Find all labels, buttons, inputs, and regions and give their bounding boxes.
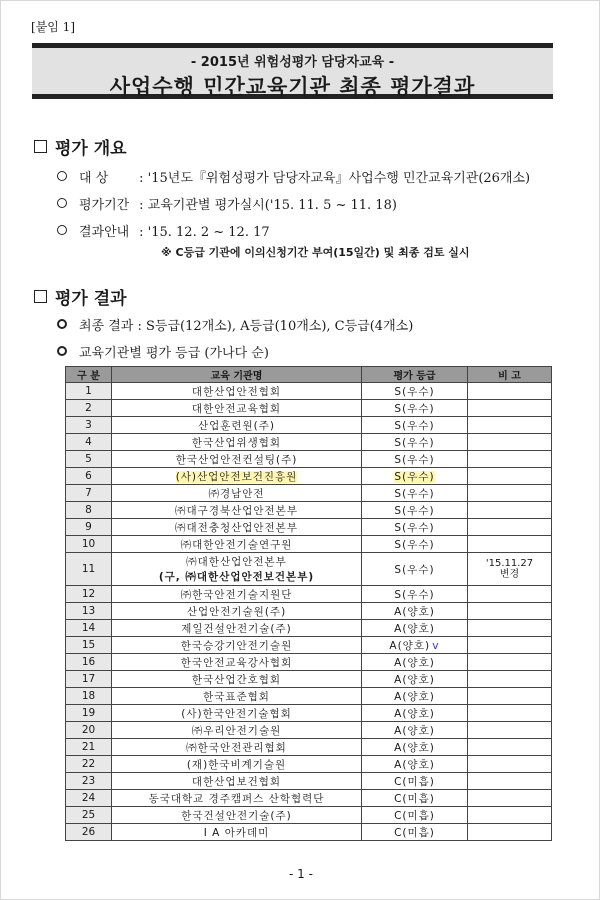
item-label: 평가기간 bbox=[79, 198, 130, 213]
grade-cell bbox=[362, 620, 468, 637]
grade-value: C(미흡) bbox=[394, 809, 435, 822]
row-number: 1 bbox=[66, 383, 112, 400]
row-number: 9 bbox=[66, 519, 112, 536]
grade-cell bbox=[362, 637, 468, 654]
circle-bullet-icon bbox=[57, 171, 67, 181]
grade-cell bbox=[362, 722, 468, 739]
remarks-cell bbox=[468, 824, 552, 841]
grade-value: A(양호) bbox=[394, 622, 435, 635]
institution-name bbox=[112, 485, 362, 502]
section-overview-heading bbox=[34, 134, 127, 159]
row-number: 21 bbox=[66, 739, 112, 756]
table-body bbox=[66, 383, 552, 841]
grade-value: A(양호) bbox=[389, 639, 431, 652]
circle-bullet-icon bbox=[57, 198, 67, 208]
remarks-text: 변경 bbox=[499, 569, 520, 580]
row-number: 13 bbox=[66, 603, 112, 620]
remarks-cell bbox=[468, 468, 552, 485]
table-row bbox=[66, 773, 552, 790]
table-row bbox=[66, 620, 552, 637]
row-number: 20 bbox=[66, 722, 112, 739]
remarks-cell bbox=[468, 722, 552, 739]
table-row bbox=[66, 553, 552, 586]
checkbox-square-icon bbox=[34, 290, 47, 303]
results-summary bbox=[57, 315, 413, 334]
remarks-cell bbox=[468, 620, 552, 637]
row-number: 4 bbox=[66, 434, 112, 451]
grade-cell bbox=[362, 671, 468, 688]
row-number: 8 bbox=[66, 502, 112, 519]
row-number: 17 bbox=[66, 671, 112, 688]
institution-name-text: 한국승강기안전기술원 bbox=[180, 639, 293, 652]
header-institution: 교육 기관명 bbox=[112, 367, 362, 383]
grade-value: S(우수) bbox=[394, 538, 435, 551]
institution-name-text: 동국대학교 경주캠퍼스 산학협력단 bbox=[148, 792, 325, 805]
row-number: 19 bbox=[66, 705, 112, 722]
banner-title: 사업수행 민간교육기관 최종 평가결과 bbox=[109, 75, 476, 99]
grade-value: A(양호) bbox=[394, 656, 435, 669]
results-table-caption bbox=[57, 342, 269, 361]
table-row bbox=[66, 671, 552, 688]
remarks-cell bbox=[468, 739, 552, 756]
institution-name bbox=[112, 790, 362, 807]
results-summary-text: 최종 결과 : S등급(12개소), A등급(10개소), C등급(4개소) bbox=[79, 319, 414, 334]
grade-value: S(우수) bbox=[394, 402, 435, 415]
institution-name bbox=[112, 400, 362, 417]
table-row bbox=[66, 654, 552, 671]
row-number: 11 bbox=[66, 553, 112, 586]
grade-cell bbox=[362, 400, 468, 417]
institution-name-text: ㈜경남안전 bbox=[208, 487, 265, 500]
item-label: 결과안내 bbox=[79, 225, 130, 240]
grade-cell bbox=[362, 451, 468, 468]
institution-name-text: 한국산업위생협회 bbox=[191, 436, 282, 449]
page-number: - 1 - bbox=[289, 867, 313, 881]
grade-cell bbox=[362, 603, 468, 620]
row-number: 10 bbox=[66, 536, 112, 553]
grade-value: S(우수) bbox=[394, 419, 435, 432]
institution-name-text: 한국표준협회 bbox=[203, 690, 270, 703]
grade-value: A(양호) bbox=[394, 673, 435, 686]
section-results-heading bbox=[34, 284, 127, 309]
grade-value: S(우수) bbox=[394, 436, 435, 449]
table-row bbox=[66, 383, 552, 400]
table-header-row bbox=[66, 367, 552, 383]
grade-cell bbox=[362, 553, 468, 586]
grade-cell bbox=[362, 688, 468, 705]
table-row bbox=[66, 400, 552, 417]
institution-name bbox=[112, 620, 362, 637]
table-row bbox=[66, 468, 552, 485]
attachment-label: [붙임 1] bbox=[31, 20, 75, 34]
grade-cell bbox=[362, 468, 468, 485]
grade-cell bbox=[362, 434, 468, 451]
table-row bbox=[66, 739, 552, 756]
institution-name-text: 대한산업보건협회 bbox=[191, 775, 282, 788]
institution-name bbox=[112, 739, 362, 756]
row-number: 22 bbox=[66, 756, 112, 773]
table-row bbox=[66, 722, 552, 739]
institution-name bbox=[112, 468, 362, 485]
grade-cell bbox=[362, 773, 468, 790]
table-row bbox=[66, 586, 552, 603]
institution-name bbox=[112, 434, 362, 451]
grade-value: S(우수) bbox=[394, 487, 435, 500]
remarks-cell bbox=[468, 400, 552, 417]
institution-former-name: (구, ㈜대한산업안전보건본부) bbox=[158, 571, 315, 583]
header-no: 구 분 bbox=[66, 367, 112, 383]
remarks-cell bbox=[468, 807, 552, 824]
table-row bbox=[66, 824, 552, 841]
institution-name-text: 한국건설안전기술(주) bbox=[181, 809, 292, 822]
bold-circle-bullet-icon bbox=[57, 346, 67, 356]
grade-cell bbox=[362, 536, 468, 553]
table-row bbox=[66, 637, 552, 654]
institution-name bbox=[112, 824, 362, 841]
grade-cell bbox=[362, 756, 468, 773]
remarks-cell bbox=[468, 586, 552, 603]
institution-name-text: ㈜대한산업안전본부 bbox=[186, 556, 287, 568]
institution-name bbox=[112, 688, 362, 705]
item-label: 대 상 bbox=[79, 171, 109, 186]
remarks-cell bbox=[468, 485, 552, 502]
item-value: 교육기관별 평가실시('15. 11. 5 ~ 11. 18) bbox=[147, 198, 397, 213]
section-results-title: 평가 결과 bbox=[55, 289, 127, 309]
institution-name-text: ㈜대한안전기술연구원 bbox=[180, 538, 293, 551]
institution-name-text: (사)산업안전보건진흥원 bbox=[175, 470, 298, 483]
remarks-cell bbox=[468, 434, 552, 451]
item-value: '15. 12. 2 ~ 12. 17 bbox=[147, 225, 270, 240]
grade-value: S(우수) bbox=[394, 588, 435, 601]
institution-name bbox=[112, 637, 362, 654]
table-row bbox=[66, 790, 552, 807]
bold-circle-bullet-icon bbox=[57, 319, 67, 329]
table-row bbox=[66, 502, 552, 519]
row-number: 23 bbox=[66, 773, 112, 790]
table-row bbox=[66, 417, 552, 434]
remarks-cell bbox=[468, 536, 552, 553]
institution-name bbox=[112, 756, 362, 773]
grade-value: C(미흡) bbox=[394, 775, 435, 788]
institution-name-text: ㈜한국안전기술지원단 bbox=[180, 588, 293, 601]
institution-name bbox=[112, 671, 362, 688]
institution-name-text: ㈜대구경북산업안전본부 bbox=[175, 504, 298, 517]
institution-name-text: (재)한국비계기술원 bbox=[186, 758, 287, 771]
grade-cell bbox=[362, 654, 468, 671]
institution-name bbox=[112, 705, 362, 722]
row-number: 24 bbox=[66, 790, 112, 807]
grade-cell bbox=[362, 824, 468, 841]
handwritten-check-mark: v bbox=[432, 638, 440, 652]
row-number: 15 bbox=[66, 637, 112, 654]
institution-name-text: ㈜우리안전기술원 bbox=[191, 724, 282, 737]
row-number: 12 bbox=[66, 586, 112, 603]
overview-note: ※ C등급 기관에 이의신청기간 부여(15일간) 및 최종 검토 실시 bbox=[161, 246, 470, 259]
institution-name bbox=[112, 536, 362, 553]
grade-value: A(양호) bbox=[394, 758, 435, 771]
banner-subtitle: - 2015년 위험성평가 담당자교육 - bbox=[190, 55, 395, 70]
institution-name bbox=[112, 773, 362, 790]
grade-cell bbox=[362, 485, 468, 502]
remarks-cell bbox=[468, 688, 552, 705]
row-number: 25 bbox=[66, 807, 112, 824]
overview-item-period: 평가기간 : 교육기관별 평가실시('15. 11. 5 ~ 11. 18) bbox=[57, 194, 397, 213]
institution-name-text: 한국산업안전컨설팅(주) bbox=[175, 453, 298, 466]
grade-cell bbox=[362, 586, 468, 603]
grade-value: S(우수) bbox=[394, 385, 435, 398]
grade-value: A(양호) bbox=[394, 690, 435, 703]
grade-value: A(양호) bbox=[394, 724, 435, 737]
grade-cell bbox=[362, 790, 468, 807]
remarks-cell bbox=[468, 705, 552, 722]
row-number: 2 bbox=[66, 400, 112, 417]
grade-value: S(우수) bbox=[394, 470, 435, 483]
institution-name bbox=[112, 603, 362, 620]
table-row bbox=[66, 756, 552, 773]
grade-value: C(미흡) bbox=[394, 826, 435, 839]
institution-name-text: 대한안전교육협회 bbox=[191, 402, 282, 415]
grade-value: S(우수) bbox=[394, 521, 435, 534]
institution-name-text: 제일건설안전기술(주) bbox=[181, 622, 292, 635]
grade-cell bbox=[362, 383, 468, 400]
grade-value: A(양호) bbox=[394, 605, 435, 618]
institution-name bbox=[112, 502, 362, 519]
institution-name bbox=[112, 654, 362, 671]
row-number: 5 bbox=[66, 451, 112, 468]
table-row bbox=[66, 485, 552, 502]
grade-value: A(양호) bbox=[394, 741, 435, 754]
remarks-cell bbox=[468, 417, 552, 434]
remarks-cell bbox=[468, 773, 552, 790]
table-row bbox=[66, 434, 552, 451]
remarks-cell bbox=[468, 383, 552, 400]
institution-name bbox=[112, 553, 362, 586]
remarks-cell bbox=[468, 451, 552, 468]
grade-cell bbox=[362, 519, 468, 536]
institution-name-text: I A 아카데미 bbox=[203, 826, 270, 839]
institution-name bbox=[112, 807, 362, 824]
institution-name bbox=[112, 417, 362, 434]
institution-name bbox=[112, 519, 362, 536]
results-caption-text: 교육기관별 평가 등급 (가나다 순) bbox=[79, 346, 269, 361]
table-row bbox=[66, 536, 552, 553]
institution-name bbox=[112, 586, 362, 603]
grade-cell bbox=[362, 739, 468, 756]
institution-name bbox=[112, 722, 362, 739]
institution-name-text: ㈜한국안전관리협회 bbox=[186, 741, 287, 754]
institution-name-text: 한국안전교육강사협회 bbox=[180, 656, 293, 669]
grade-cell bbox=[362, 417, 468, 434]
table-row bbox=[66, 807, 552, 824]
remarks-cell bbox=[468, 654, 552, 671]
remarks-cell bbox=[468, 519, 552, 536]
table-row bbox=[66, 688, 552, 705]
table-row bbox=[66, 519, 552, 536]
grade-value: S(우수) bbox=[394, 453, 435, 466]
overview-item-notice: 결과안내 : '15. 12. 2 ~ 12. 17 bbox=[57, 221, 270, 240]
row-number: 6 bbox=[66, 468, 112, 485]
row-number: 16 bbox=[66, 654, 112, 671]
grade-value: A(양호) bbox=[394, 707, 435, 720]
grade-cell bbox=[362, 807, 468, 824]
remarks-cell bbox=[468, 502, 552, 519]
institution-name-text: (사)한국안전기술협회 bbox=[181, 707, 292, 720]
row-number: 7 bbox=[66, 485, 112, 502]
row-number: 26 bbox=[66, 824, 112, 841]
table-row bbox=[66, 603, 552, 620]
header-grade: 평가 등급 bbox=[362, 367, 468, 383]
institution-name-text: 대한산업안전협회 bbox=[191, 385, 282, 398]
circle-bullet-icon bbox=[57, 225, 67, 235]
remarks-cell bbox=[468, 756, 552, 773]
institution-name-text: 산업안전기술원(주) bbox=[186, 605, 287, 618]
remarks-cell bbox=[468, 671, 552, 688]
row-number: 3 bbox=[66, 417, 112, 434]
grade-value: S(우수) bbox=[394, 504, 435, 517]
grade-value: C(미흡) bbox=[394, 792, 435, 805]
remarks-cell bbox=[468, 553, 552, 586]
remarks-cell bbox=[468, 790, 552, 807]
institution-name bbox=[112, 451, 362, 468]
item-value: '15년도『위험성평가 담당자교육』사업수행 민간교육기관(26개소) bbox=[147, 171, 531, 186]
grade-cell bbox=[362, 502, 468, 519]
institution-name bbox=[112, 383, 362, 400]
grade-cell bbox=[362, 705, 468, 722]
institution-name-text: ㈜대전충청산업안전본부 bbox=[175, 521, 298, 534]
remarks-cell bbox=[468, 637, 552, 654]
grade-value: S(우수) bbox=[394, 563, 435, 576]
overview-item-target: 대 상 : '15년도『위험성평가 담당자교육』사업수행 민간교육기관(26개소) bbox=[57, 167, 530, 186]
row-number: 14 bbox=[66, 620, 112, 637]
header-remarks: 비 고 bbox=[468, 367, 552, 383]
row-number: 18 bbox=[66, 688, 112, 705]
section-overview-title: 평가 개요 bbox=[55, 139, 127, 159]
evaluation-results-table bbox=[65, 366, 552, 841]
table-row bbox=[66, 705, 552, 722]
checkbox-square-icon bbox=[34, 140, 47, 153]
institution-name-text: 산업훈련원(주) bbox=[197, 419, 276, 432]
table-row bbox=[66, 451, 552, 468]
institution-name-text: 한국산업간호협회 bbox=[191, 673, 282, 686]
title-banner bbox=[32, 43, 553, 99]
remarks-date: '15.11.27 bbox=[485, 558, 534, 569]
remarks-cell bbox=[468, 603, 552, 620]
